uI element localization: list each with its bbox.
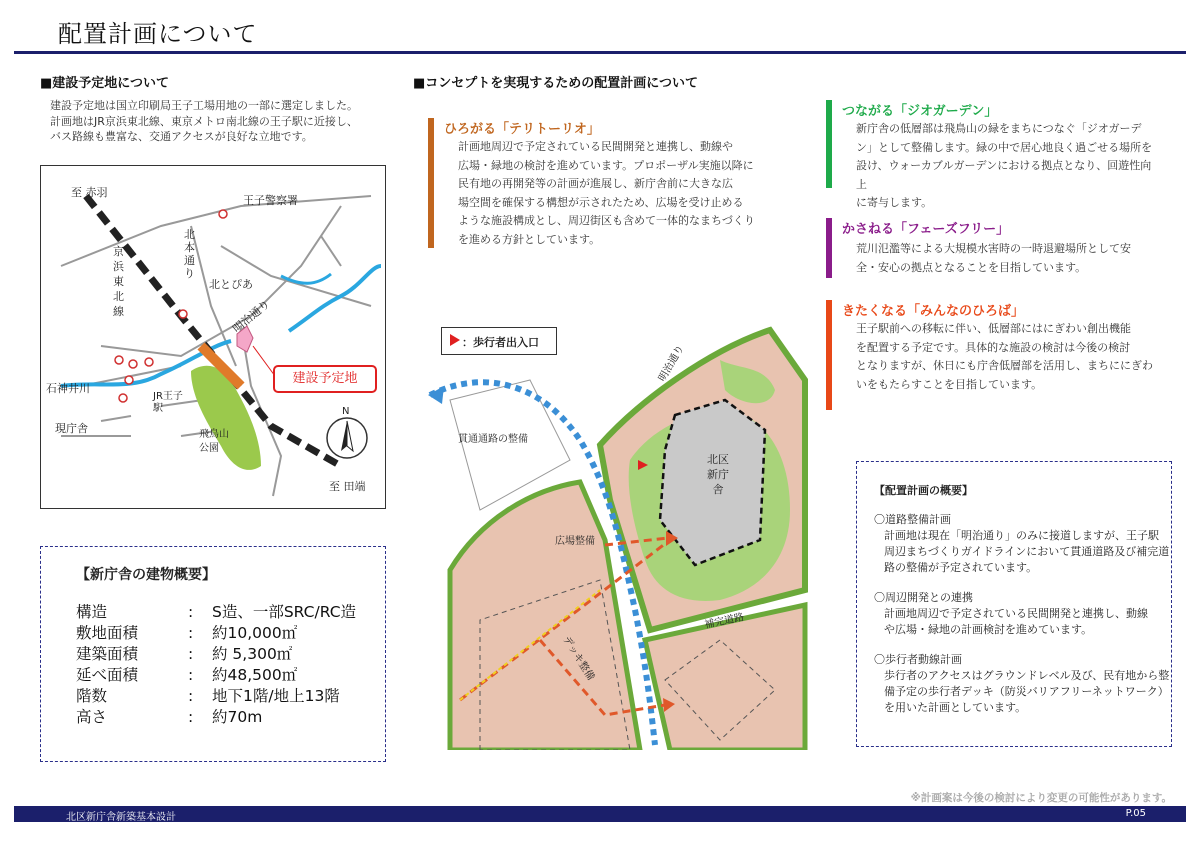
concept-title: かさねる「フェーズフリー」 [842, 222, 1010, 237]
concept-color-bar [826, 100, 832, 188]
map-label-jr-oji: JR王子駅 [153, 391, 183, 414]
concept-line: 荒川氾濫等による大規模水害時の一時退避場所として安 [856, 242, 1131, 255]
map-label-asukayama: 飛鳥山公園 [199, 429, 229, 454]
concept-line: いをもたらすことを目指しています。 [856, 377, 1043, 391]
summary-line: 計画地は現在「明治通り」のみに接道しますが、王子駅 [884, 529, 1159, 542]
concept-body [458, 138, 755, 249]
map-label-current-office: 現庁舎 [55, 422, 88, 435]
location-map [40, 165, 386, 509]
concept-color-bar [826, 300, 832, 410]
spec-key: 高さ [76, 708, 108, 726]
map-label-keihin-line: 京浜東北線 [113, 245, 124, 318]
concept-color-bar [428, 118, 434, 248]
spec-colon: : [188, 708, 194, 726]
legend-label: ：歩行者出入口 [462, 336, 539, 349]
map-label-tabata: 至 田端 [329, 480, 366, 493]
concept-hiroba [826, 300, 1156, 410]
spec-key: 建築面積 [76, 645, 139, 663]
concept-line: となりますが、休日にも庁舎低層部を活用し、まちににぎわ [856, 359, 1153, 372]
spec-key: 延べ面積 [76, 666, 139, 684]
spec-row [76, 686, 356, 707]
page-title: 配置計画について [58, 20, 258, 48]
summary-block-title: 〇道路整備計画 [874, 513, 951, 526]
concept-body [856, 240, 1131, 277]
concept-line: に寄与します。 [856, 196, 933, 209]
map-label-kitamoto: 北本通り [184, 228, 195, 280]
plan-label-aux-road: 補完道路 [703, 611, 746, 631]
plan-label-plaza: 広場整備 [555, 536, 595, 547]
concept-line: 民有地の再開発等の計画が進展し、新庁舎前に大きな広 [458, 177, 733, 190]
spec-key: 敷地面積 [76, 624, 139, 642]
concept-line: 場空間を確保する構想が示されたため、広場を受け止める [458, 195, 744, 209]
concept-line: ような施設構成とし、周辺街区も含めて一体的なまちづくり [458, 214, 755, 227]
location-map-drawing [41, 166, 385, 508]
title-divider [14, 51, 1186, 54]
concept-title: つながる「ジオガーデン」 [842, 104, 998, 119]
summary-content [874, 512, 1169, 716]
pedestrian-entry-legend [441, 327, 557, 355]
footer-document-title: 北区新庁舎新築基本設計 [66, 812, 176, 823]
spec-value: 約10,000㎡ [212, 624, 298, 642]
summary-line: や広場・緑地の計画検討を進めています。 [884, 623, 1093, 636]
site-line: 建設予定地は国立印刷局王子工場用地の一部に選定しました。 [50, 99, 358, 112]
summary-block-title: 〇歩行者動線計画 [874, 653, 962, 666]
concept-body [856, 320, 1153, 394]
page-number: P.05 [1125, 808, 1146, 819]
spec-colon: : [188, 687, 194, 705]
spec-value: 約 5,300㎡ [212, 645, 293, 663]
concept-title: きたくなる「みんなのひろば」 [842, 304, 1025, 319]
footer-bar [14, 806, 1186, 822]
map-label-shakujii: 石神井川 [46, 382, 90, 395]
concept-line: ン」として整備します。緑の中で居心地良く過ごせる場所を [856, 140, 1153, 154]
map-label-kitotopia: 北とぴあ [209, 278, 253, 291]
spec-row [76, 644, 356, 665]
site-line: 計画地はJR京浜東北線、東京メトロ南北線の王子駅に近接し、 [50, 114, 358, 128]
site-plan [420, 320, 815, 750]
spec-row [76, 665, 356, 686]
concept-line: 計画地周辺で予定されている民間開発と連携し、動線や [458, 140, 733, 153]
concept-territorio [428, 118, 768, 248]
concept-heading: ■コンセプトを実現するための配置計画について [413, 76, 699, 91]
summary-heading: 【配置計画の概要】 [874, 484, 973, 497]
concept-line: 設け、ウォーカブルガーデンにおける拠点となり、回遊性向上 [856, 159, 1152, 191]
spec-row [76, 707, 356, 728]
spec-value: S造、一部SRC/RC造 [212, 603, 357, 621]
concept-phasefree [826, 218, 1156, 278]
plan-label-meiji: 明治通り [656, 343, 687, 384]
site-label: 建設予定地 [273, 365, 377, 393]
building-spec-table [76, 602, 356, 728]
map-label-akabane: 至 赤羽 [71, 186, 108, 199]
concept-line: 全・安心の拠点となることを目指しています。 [856, 260, 1087, 274]
concept-color-bar [826, 218, 832, 278]
summary-line: 備予定の歩行者デッキ（防災バリアフリーネットワーク） [884, 685, 1169, 698]
spec-key: 階数 [76, 687, 108, 705]
plan-label-building: 北区新庁舎 [707, 453, 729, 496]
site-plan-drawing [420, 320, 815, 750]
plan-label-through-road: 貫通通路の整備 [458, 434, 528, 445]
summary-line: を用いた計画としています。 [884, 701, 1027, 714]
spec-row [76, 623, 356, 644]
spec-colon: : [188, 603, 194, 621]
spec-colon: : [188, 624, 194, 642]
plan-label-deck: デッキ整備 [560, 634, 597, 683]
summary-line: 歩行者のアクセスはグラウンドレベル及び、民有地から整 [884, 669, 1170, 682]
summary-line: 計画地周辺で予定されている民間開発と連携し、動線 [884, 607, 1148, 620]
concept-body [856, 120, 1156, 213]
entry-marker-icon [450, 334, 460, 346]
concept-geogarden [826, 100, 1156, 209]
summary-line: 路の整備が予定されています。 [884, 561, 1038, 574]
map-compass-north: N [342, 406, 350, 417]
map-label-police: 王子警察署 [243, 194, 298, 207]
site-description [50, 98, 358, 145]
summary-block-title: 〇周辺開発との連携 [874, 591, 973, 604]
site-heading: ■建設予定地について [40, 76, 170, 91]
spec-row [76, 602, 356, 623]
concept-line: 王子駅前への移転に伴い、低層部にはにぎわい創出機能 [856, 322, 1131, 335]
concept-line: を配置する予定です。具体的な施設の検討は今後の検討 [856, 340, 1131, 354]
concept-title: ひろがる「テリトーリオ」 [444, 122, 600, 137]
concept-line: を進める方針としています。 [458, 232, 601, 246]
spec-value: 約70m [212, 708, 263, 726]
spec-value: 地下1階/地上13階 [212, 687, 340, 705]
summary-line: 周辺まちづくりガイドラインにおいて貫通道路及び補完道 [884, 545, 1170, 558]
spec-colon: : [188, 645, 194, 663]
building-overview-heading: 【新庁舎の建物概要】 [76, 567, 216, 583]
spec-colon: : [188, 666, 194, 684]
map-label-meiji: 明治通り [230, 297, 273, 336]
spec-key: 構造 [76, 603, 108, 621]
disclaimer-note: ※計画案は今後の検討により変更の可能性があります。 [910, 792, 1172, 804]
spec-value: 約48,500㎡ [212, 666, 298, 684]
concept-line: 新庁舎の低層部は飛鳥山の緑をまちにつなぐ「ジオガーデ [856, 122, 1142, 135]
site-line: バス路線も豊富な、交通アクセスが良好な立地です。 [50, 130, 313, 143]
concept-line: 広場・緑地の検討を進めています。プロポーザル実施以降に [458, 158, 754, 172]
